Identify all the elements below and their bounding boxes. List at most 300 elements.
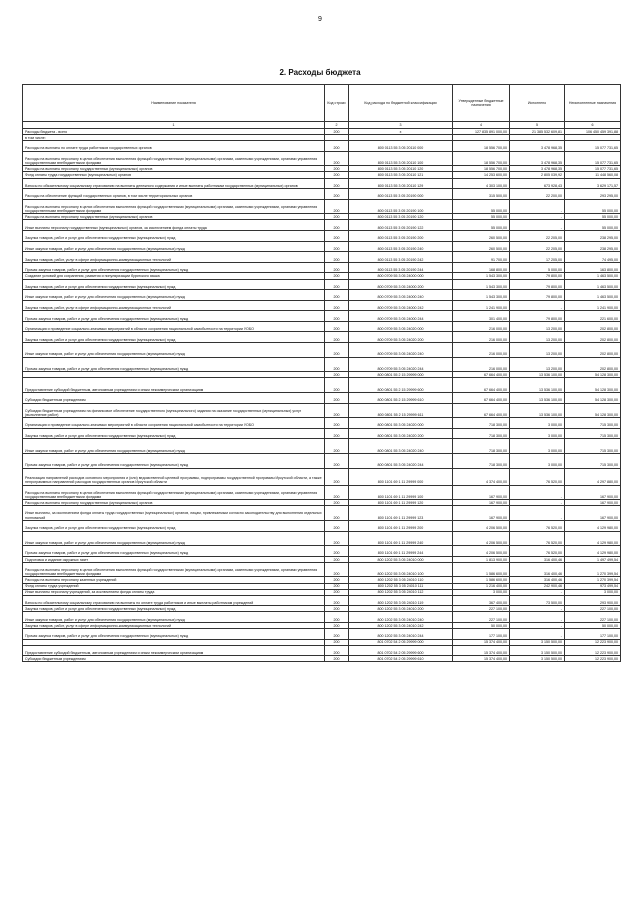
cell-approved: 67 664 400,00 xyxy=(453,403,510,418)
cell-approved: 55 000,00 xyxy=(453,220,510,231)
cell-code-class: 800 0709 55 3 05 24000 200 xyxy=(349,279,453,290)
cell-name: Расходы на выплаты персоналу в целях обеспечения выполнения функций государственными (муниципальными) органами, казенными учреждениями, органами управления государственными внебюджетными фондами xyxy=(23,485,325,500)
cell-name: Организация и проведение социально-значимых мероприятий в области сохранения национальной самобытности на территории УОБО xyxy=(23,418,325,429)
cell-unexecuted: 1 270 399,54 xyxy=(565,562,621,577)
header-code-line: Код строки xyxy=(325,85,349,122)
cell-code-line: 200 xyxy=(325,166,349,172)
cell-code-class: 800 0801 55 3 05 24020 000 xyxy=(349,418,453,429)
cell-code-class: 800 0113 55 3 05 20110 000 xyxy=(349,141,453,152)
cell-unexecuted: 202 800,00 xyxy=(565,332,621,343)
cell-code-class: 800 0709 55 3 05 24020 244 xyxy=(349,357,453,372)
cell-code-class: 800 0709 55 3 05 24020 000 xyxy=(349,321,453,332)
cell-name: Взносы по обязательному социальному страхованию на выплаты денежного содержания и иные выплаты работникам государственных (муниципальных) органов xyxy=(23,178,325,189)
cell-executed: - xyxy=(510,623,565,629)
table-row xyxy=(23,468,621,485)
cell-name: Прочая закупка товаров, работ и услуг для обеспечения государственных (муниципальных) нужд xyxy=(23,357,325,372)
table-row xyxy=(23,343,621,358)
cell-unexecuted: 715 300,00 xyxy=(565,439,621,454)
table-row xyxy=(23,378,621,393)
table-row xyxy=(23,178,621,189)
cell-executed: 17 205,00 xyxy=(510,252,565,263)
cell-executed: 13 200,00 xyxy=(510,357,565,372)
cell-code-line: 200 xyxy=(325,556,349,562)
cell-code-class: 800 1202 55 3 05 24010 100 xyxy=(349,562,453,577)
header-name: Наименование показателя xyxy=(23,85,325,122)
cell-unexecuted: 15 077 731,65 xyxy=(565,151,621,166)
cell-code-class: 800 0801 55 3 05 24020 244 xyxy=(349,453,453,468)
cell-code-class: 800 0113 55 3 05 20110 121 xyxy=(349,172,453,178)
column-number: 3 xyxy=(349,122,453,129)
page-number: 9 xyxy=(318,16,322,23)
cell-unexecuted: 715 300,00 xyxy=(565,418,621,429)
table-row xyxy=(23,656,621,662)
cell-code-line: 200 xyxy=(325,645,349,656)
cell-executed: 242 900,46 xyxy=(510,583,565,589)
cell-approved: 67 664 400,00 xyxy=(453,392,510,403)
cell-approved: 18 556 700,00 xyxy=(453,141,510,152)
cell-unexecuted: 55 000,00 xyxy=(565,199,621,214)
cell-executed: - xyxy=(510,220,565,231)
table-row xyxy=(23,403,621,418)
cell-approved: 1 813 900,00 xyxy=(453,556,510,562)
cell-executed: 13 536 100,00 xyxy=(510,392,565,403)
cell-executed: 13 536 100,00 xyxy=(510,372,565,378)
cell-code-class: 800 1202 55 3 05 24010 244 xyxy=(349,629,453,640)
cell-name: Взносы по обязательному социальному страхованию на выплаты по оплате труда работников и иные выплаты работникам учреждений xyxy=(23,595,325,606)
cell-name: Иные закупки товаров, работ и услуг для обеспечения государственных (муниципальных) нужд xyxy=(23,439,325,454)
cell-approved: 15 374 400,00 xyxy=(453,639,510,645)
cell-unexecuted: 715 300,00 xyxy=(565,453,621,468)
cell-code-line: 200 xyxy=(325,273,349,279)
cell-name: Субсидии бюджетным учреждениям xyxy=(23,392,325,403)
cell-name: Расходы на выплаты персоналу в целях обеспечения выполнения функций государственными (муниципальными) органами, казенными учреждениями, органами управления государственными внебюджетными фондами xyxy=(23,562,325,577)
cell-code-class: 801 0702 54 2 05 29999 610 xyxy=(349,656,453,662)
cell-unexecuted: 12 223 900,00 xyxy=(565,639,621,645)
cell-name: Закупка товаров, работ, услуг в сфере информационно-коммуникационных технологий xyxy=(23,300,325,311)
cell-approved: 55 000,00 xyxy=(453,214,510,220)
cell-approved: 4 303 100,00 xyxy=(453,178,510,189)
cell-executed: 22 205,00 xyxy=(510,231,565,242)
cell-executed: 76 520,00 xyxy=(510,531,565,546)
cell-unexecuted: 4 129 980,00 xyxy=(565,546,621,557)
table-row xyxy=(23,151,621,166)
cell-name: Расходы на выплаты персоналу казенных учреждений xyxy=(23,577,325,583)
cell-executed: 673 928,43 xyxy=(510,178,565,189)
table-row xyxy=(23,418,621,429)
cell-code-class: 800 1101 69 1 11 29999 200 xyxy=(349,520,453,531)
table-row xyxy=(23,428,621,439)
cell-executed: 13 200,00 xyxy=(510,332,565,343)
cell-code-class: 800 1202 55 3 05 24010 110 xyxy=(349,577,453,583)
cell-executed: - xyxy=(510,199,565,214)
cell-code-line: 200 xyxy=(325,378,349,393)
table-row xyxy=(23,189,621,200)
cell-code-class: 800 0709 55 3 05 24000 244 xyxy=(349,311,453,322)
cell-code-line: 200 xyxy=(325,577,349,583)
cell-approved: 91 700,00 xyxy=(453,252,510,263)
cell-approved: 55 000,00 xyxy=(453,199,510,214)
cell-name: Расходы на обеспечение функций государственных органов, в том числе территориальных органов xyxy=(23,189,325,200)
cell-code-line: 200 xyxy=(325,141,349,152)
cell-name: Прочая закупка товаров, работ и услуг для обеспечения государственных (муниципальных) нужд xyxy=(23,453,325,468)
cell-code-line: 200 xyxy=(325,520,349,531)
cell-approved: 301 400,00 xyxy=(453,311,510,322)
cell-unexecuted: 221 600,00 xyxy=(565,311,621,322)
cell-code-class: 800 0709 55 3 05 24020 240 xyxy=(349,343,453,358)
cell-unexecuted: 227 100,00 xyxy=(565,606,621,612)
cell-name: в том числе: xyxy=(23,135,325,141)
cell-executed: 22 205,00 xyxy=(510,241,565,252)
cell-approved: 315 500,00 xyxy=(453,189,510,200)
cell-name: Прочая закупка товаров, работ и услуг для обеспечения государственных (муниципальных) нужд xyxy=(23,311,325,322)
table-row xyxy=(23,241,621,252)
cell-approved: 67 664 400,00 xyxy=(453,372,510,378)
cell-executed: 3 000,00 xyxy=(510,439,565,454)
cell-approved: 177 100,00 xyxy=(453,629,510,640)
cell-approved: 4 206 500,00 xyxy=(453,546,510,557)
cell-executed: 73 500,00 xyxy=(510,595,565,606)
cell-executed: 3 150 500,00 xyxy=(510,645,565,656)
table-row xyxy=(23,562,621,577)
cell-approved: 4 206 500,00 xyxy=(453,520,510,531)
cell-unexecuted: 15 077 731,65 xyxy=(565,166,621,172)
cell-name: Иные закупки товаров, работ и услуг для обеспечения государственных (муниципальных) нужд xyxy=(23,531,325,546)
cell-name: Предоставление субсидий бюджетным, автономным учреждениям и иным некоммерческим организациям xyxy=(23,378,325,393)
table-row xyxy=(23,453,621,468)
cell-code-class: 800 0801 55 2 15 29999 611 xyxy=(349,403,453,418)
column-number: 4 xyxy=(453,122,510,129)
cell-approved: 216 000,00 xyxy=(453,332,510,343)
cell-code-line: 200 xyxy=(325,199,349,214)
budget-expenses-table xyxy=(22,84,621,662)
cell-code-class: 800 0801 55 2 15 29999 610 xyxy=(349,392,453,403)
cell-executed: 76 520,00 xyxy=(510,546,565,557)
cell-code-class: 800 1101 69 1 11 29999 240 xyxy=(349,531,453,546)
cell-code-line: 200 xyxy=(325,300,349,311)
cell-code-line: 200 xyxy=(325,262,349,273)
cell-code-line: 200 xyxy=(325,178,349,189)
cell-name: Иные закупки товаров, работ и услуг для обеспечения государственных (муниципальных) нужд xyxy=(23,343,325,358)
cell-code-line: 200 xyxy=(325,220,349,231)
cell-unexecuted: 74 495,00 xyxy=(565,252,621,263)
cell-name: Закупка товаров, работ и услуг для обеспечения государственных (муниципальных) нужд xyxy=(23,428,325,439)
cell-name: Иные выплаты персоналу учреждений, за исключением фонда оплаты труда xyxy=(23,589,325,595)
cell-unexecuted: 163 800,00 xyxy=(565,262,621,273)
cell-unexecuted: 293 900,00 xyxy=(565,595,621,606)
cell-approved: 127 835 891 000,00 xyxy=(453,129,510,135)
cell-approved: 18 556 700,00 xyxy=(453,151,510,166)
cell-code-class: 800 1202 55 3 05 24010 240 xyxy=(349,612,453,623)
cell-code-line: 200 xyxy=(325,151,349,166)
cell-name: Закупка товаров, работ и услуг для обеспечения государственных (муниципальных) нужд xyxy=(23,332,325,343)
cell-code-line: 200 xyxy=(325,357,349,372)
cell-code-line: 200 xyxy=(325,623,349,629)
cell-code-line: 200 xyxy=(325,321,349,332)
cell-code-line: 200 xyxy=(325,172,349,178)
cell-approved: 167 900,00 xyxy=(453,506,510,521)
cell-code-class: 800 0801 55 3 05 24020 240 xyxy=(349,439,453,454)
cell-approved: 260 500,00 xyxy=(453,241,510,252)
cell-unexecuted: 55 000,00 xyxy=(565,214,621,220)
cell-approved: 3 000,00 xyxy=(453,589,510,595)
cell-executed: 316 400,46 xyxy=(510,562,565,577)
cell-unexecuted: 4 297 880,00 xyxy=(565,468,621,485)
cell-executed: 5 000,00 xyxy=(510,262,565,273)
cell-executed: - xyxy=(510,589,565,595)
cell-code-line: 200 xyxy=(325,639,349,645)
header-code-class: Код расхода по бюджетной классификации xyxy=(349,85,453,122)
table-row xyxy=(23,262,621,273)
cell-unexecuted: 15 077 731,65 xyxy=(565,141,621,152)
cell-executed: 76 520,00 xyxy=(510,520,565,531)
cell-approved: 168 800,00 xyxy=(453,262,510,273)
column-number: 2 xyxy=(325,122,349,129)
cell-name: Расходы на выплаты персоналу государственных (муниципальных) органов xyxy=(23,166,325,172)
cell-approved: 216 000,00 xyxy=(453,357,510,372)
cell-code-class: 800 0709 55 3 05 24000 000 xyxy=(349,273,453,279)
cell-code-line: 200 xyxy=(325,311,349,322)
cell-approved: 216 000,00 xyxy=(453,321,510,332)
table-row xyxy=(23,220,621,231)
cell-unexecuted: 202 800,00 xyxy=(565,321,621,332)
column-number: 6 xyxy=(565,122,621,129)
column-number: 1 xyxy=(23,122,325,129)
cell-approved: 1 586 600,00 xyxy=(453,577,510,583)
cell-executed: - xyxy=(510,214,565,220)
cell-name: Создание условий для сохранения, развития и популяризации бурятского языка xyxy=(23,273,325,279)
cell-approved: 167 900,00 xyxy=(453,500,510,506)
cell-name: Иные выплаты, за исключением фонда оплаты труда государственных (муниципальных) органов, лицам, привлекаемым согласно законодательству для выполнения отдельных полномочий xyxy=(23,506,325,521)
cell-executed: 3 000,00 xyxy=(510,418,565,429)
cell-executed: - xyxy=(510,612,565,623)
cell-executed: 3 478 968,35 xyxy=(510,141,565,152)
table-row xyxy=(23,506,621,521)
cell-name: Закупка товаров, работ и услуг для обеспечения государственных (муниципальных) нужд xyxy=(23,231,325,242)
table-row xyxy=(23,520,621,531)
cell-name: Расходы на выплаты персоналу в целях обеспечения выполнения функций государственными (муниципальными) органами, казенными учреждениями, органами управления государственными внебюджетными фондами xyxy=(23,151,325,166)
cell-code-class: 800 0113 55 3 05 20110 120 xyxy=(349,166,453,172)
cell-code-line: 200 xyxy=(325,506,349,521)
cell-name: Иные закупки товаров, работ и услуг для обеспечения государственных (муниципальных) нужд xyxy=(23,290,325,301)
table-row xyxy=(23,546,621,557)
cell-name: Расходы на выплаты персоналу в целях обеспечения выполнения функций государственными (муниципальными) органами, казенными учреждениями, органами управления государственными внебюджетными фондами xyxy=(23,199,325,214)
cell-unexecuted: 12 223 900,00 xyxy=(565,645,621,656)
cell-unexecuted: 1 497 499,54 xyxy=(565,556,621,562)
cell-unexecuted: 11 448 560,08 xyxy=(565,172,621,178)
cell-approved: 4 374 400,00 xyxy=(453,468,510,485)
cell-unexecuted: 293 295,00 xyxy=(565,189,621,200)
cell-unexecuted: 1 463 500,00 xyxy=(565,273,621,279)
cell-executed: 13 536 100,00 xyxy=(510,403,565,418)
cell-executed: 13 200,00 xyxy=(510,343,565,358)
cell-executed: - xyxy=(510,606,565,612)
cell-unexecuted: 177 100,00 xyxy=(565,629,621,640)
cell-executed: 13 536 100,00 xyxy=(510,378,565,393)
cell-executed: - xyxy=(510,485,565,500)
table-row xyxy=(23,392,621,403)
cell-executed: 76 520,00 xyxy=(510,468,565,485)
cell-approved: 1 216 400,00 xyxy=(453,583,510,589)
cell-code-class: 800 1202 55 3 05 24010 112 xyxy=(349,589,453,595)
cell-name: Расходы на выплаты по оплате труда работников государственных органов xyxy=(23,141,325,152)
cell-code-class: 800 0113 55 3 05 20110 100 xyxy=(349,151,453,166)
cell-code-line: 200 xyxy=(325,428,349,439)
cell-code-line: 200 xyxy=(325,332,349,343)
cell-code-line: 200 xyxy=(325,453,349,468)
cell-code-class: 800 0113 55 3 05 20190 244 xyxy=(349,262,453,273)
cell-approved: 718 300,00 xyxy=(453,418,510,429)
cell-approved: 1 241 900,00 xyxy=(453,300,510,311)
cell-code-class: 800 1101 69 1 11 29999 100 xyxy=(349,485,453,500)
cell-approved: 718 300,00 xyxy=(453,453,510,468)
cell-code-line: 200 xyxy=(325,500,349,506)
cell-code-line: 200 xyxy=(325,241,349,252)
cell-executed: 2 805 039,92 xyxy=(510,172,565,178)
cell-unexecuted: 55 000,00 xyxy=(565,220,621,231)
table-row xyxy=(23,252,621,263)
cell-unexecuted: 1 463 500,00 xyxy=(565,290,621,301)
cell-name: Закупка товаров, работ и услуг для обеспечения государственных (муниципальных) нужд xyxy=(23,279,325,290)
cell-executed: 79 800,00 xyxy=(510,290,565,301)
cell-unexecuted: 1 270 399,54 xyxy=(565,577,621,583)
cell-name: Расходы на выплаты персоналу государственных (муниципальных) органов xyxy=(23,500,325,506)
cell-code-line: 200 xyxy=(325,439,349,454)
table-row xyxy=(23,357,621,372)
cell-executed: 3 478 968,35 xyxy=(510,151,565,166)
cell-approved: 718 300,00 xyxy=(453,439,510,454)
column-number: 5 xyxy=(510,122,565,129)
table-row xyxy=(23,300,621,311)
cell-code-class: 800 0113 55 3 05 20110 129 xyxy=(349,178,453,189)
table-row xyxy=(23,595,621,606)
cell-executed: 316 400,46 xyxy=(510,577,565,583)
table-row xyxy=(23,321,621,332)
cell-approved: 50 000,00 xyxy=(453,623,510,629)
table-row xyxy=(23,290,621,301)
table-row xyxy=(23,645,621,656)
cell-approved: 216 000,00 xyxy=(453,343,510,358)
cell-unexecuted: 54 128 300,00 xyxy=(565,378,621,393)
cell-unexecuted: 54 128 300,00 xyxy=(565,403,621,418)
cell-executed: 79 800,00 xyxy=(510,273,565,279)
cell-unexecuted: 167 900,00 xyxy=(565,485,621,500)
cell-code-line: 200 xyxy=(325,392,349,403)
cell-executed: 3 150 500,00 xyxy=(510,656,565,662)
cell-code-line: 200 xyxy=(325,531,349,546)
cell-code-class: 800 1101 69 1 11 29999 123 xyxy=(349,506,453,521)
cell-executed: 3 478 968,35 xyxy=(510,166,565,172)
cell-approved: 14 253 600,00 xyxy=(453,172,510,178)
cell-code-line: 200 xyxy=(325,656,349,662)
table-row xyxy=(23,629,621,640)
cell-executed: 3 000,00 xyxy=(510,428,565,439)
cell-name: Реализация направлений расходов основного мероприятия и (или) ведомственной целевой программы, подпрограммы государственной программы Иркутской области, а также непрограммных направлений расходов государственных органов Иркутской области xyxy=(23,468,325,485)
cell-code-line: 200 xyxy=(325,418,349,429)
cell-approved: 1 543 300,00 xyxy=(453,273,510,279)
table-body xyxy=(23,129,621,662)
cell-name: Фонд оплаты труда учреждений xyxy=(23,583,325,589)
cell-approved: 227 100,00 xyxy=(453,606,510,612)
cell-executed: - xyxy=(510,506,565,521)
table-row xyxy=(23,612,621,623)
cell-name: Субсидии бюджетным учреждениям на финансовое обеспечение государственного (муниципального) задания на оказание государственных (муниципальных) услуг (выполнение работ) xyxy=(23,403,325,418)
cell-code-line: 200 xyxy=(325,372,349,378)
cell-code-class: x xyxy=(349,129,453,135)
cell-unexecuted: 50 000,00 xyxy=(565,623,621,629)
cell-code-line: 200 xyxy=(325,546,349,557)
table-row xyxy=(23,141,621,152)
cell-code-class: 800 0113 55 3 05 20190 122 xyxy=(349,220,453,231)
cell-code-line: 200 xyxy=(325,468,349,485)
cell-name: Прочая закупка товаров, работ и услуг для обеспечения государственных (муниципальных) нужд xyxy=(23,546,325,557)
cell-code-line: 200 xyxy=(325,214,349,220)
cell-code-line: 200 xyxy=(325,606,349,612)
cell-executed: 3 000,00 xyxy=(510,453,565,468)
cell-executed: - xyxy=(510,629,565,640)
cell-approved: 260 500,00 xyxy=(453,231,510,242)
cell-executed: - xyxy=(510,300,565,311)
cell-name: Расходы бюджета - всего xyxy=(23,129,325,135)
cell-name: Предоставление субсидий бюджетным, автономным учреждениям и иным некоммерческим организациям xyxy=(23,645,325,656)
table-row xyxy=(23,439,621,454)
cell-unexecuted: 1 241 900,00 xyxy=(565,300,621,311)
cell-unexecuted: 106 450 459 391,88 xyxy=(565,129,621,135)
cell-executed: 316 400,46 xyxy=(510,556,565,562)
cell-code-class: 800 1101 69 1 11 29999 000 xyxy=(349,468,453,485)
cell-code-line: 200 xyxy=(325,189,349,200)
cell-approved: 367 400,00 xyxy=(453,595,510,606)
cell-unexecuted: 4 129 980,00 xyxy=(565,531,621,546)
cell-code-line: 200 xyxy=(325,290,349,301)
cell-unexecuted: 54 128 300,00 xyxy=(565,372,621,378)
cell-name: Прочая закупка товаров, работ и услуг для обеспечения государственных (муниципальных) нужд xyxy=(23,629,325,640)
cell-executed: 13 200,00 xyxy=(510,321,565,332)
header-unexecuted: Неисполненные назначения xyxy=(565,85,621,122)
table-row xyxy=(23,279,621,290)
cell-code-line: 200 xyxy=(325,279,349,290)
cell-unexecuted: 12 223 900,00 xyxy=(565,656,621,662)
cell-code-line: 200 xyxy=(325,343,349,358)
cell-unexecuted: 715 300,00 xyxy=(565,428,621,439)
cell-approved: 1 543 300,00 xyxy=(453,290,510,301)
cell-approved: 227 100,00 xyxy=(453,612,510,623)
cell-unexecuted: 1 463 500,00 xyxy=(565,279,621,290)
cell-name: Иные закупки товаров, работ и услуг для обеспечения государственных (муниципальных) нужд xyxy=(23,612,325,623)
cell-name: Фонд оплаты труда государственных (муниципальных) органов xyxy=(23,172,325,178)
cell-unexecuted: 202 800,00 xyxy=(565,343,621,358)
cell-code-line: 200 xyxy=(325,595,349,606)
cell-code-line: 200 xyxy=(325,129,349,135)
cell-code-class: 800 1202 55 3 05 24010 242 xyxy=(349,623,453,629)
cell-code-class: 800 1202 55 3 05 24010 200 xyxy=(349,606,453,612)
cell-code-class: 800 0113 55 3 05 20190 100 xyxy=(349,199,453,214)
cell-approved: 718 300,00 xyxy=(453,428,510,439)
cell-code-class: 800 0709 55 3 05 24000 242 xyxy=(349,300,453,311)
cell-name: Закупка товаров, работ, услуг в сфере информационно-коммуникационных технологий xyxy=(23,252,325,263)
cell-code-line: 200 xyxy=(325,403,349,418)
cell-name: Подготовка и издание окружных газет xyxy=(23,556,325,562)
column-number-row xyxy=(23,122,621,129)
cell-name: Закупка товаров, работ и услуг для обеспечения государственных (муниципальных) нужд xyxy=(23,520,325,531)
header-approved: Утвержденные бюджетные назначения xyxy=(453,85,510,122)
cell-code-line: 200 xyxy=(325,231,349,242)
table-row xyxy=(23,531,621,546)
cell-approved: 167 900,00 xyxy=(453,485,510,500)
cell-code-class: 800 0113 55 3 05 20190 240 xyxy=(349,241,453,252)
cell-name: Закупка товаров, работ, услуг в сфере информационно-коммуникационных технологий xyxy=(23,623,325,629)
cell-approved: 15 374 400,00 xyxy=(453,645,510,656)
cell-name: Организация и проведение социально-значимых мероприятий в области сохранения национальной самобытности на территории УОБО xyxy=(23,321,325,332)
